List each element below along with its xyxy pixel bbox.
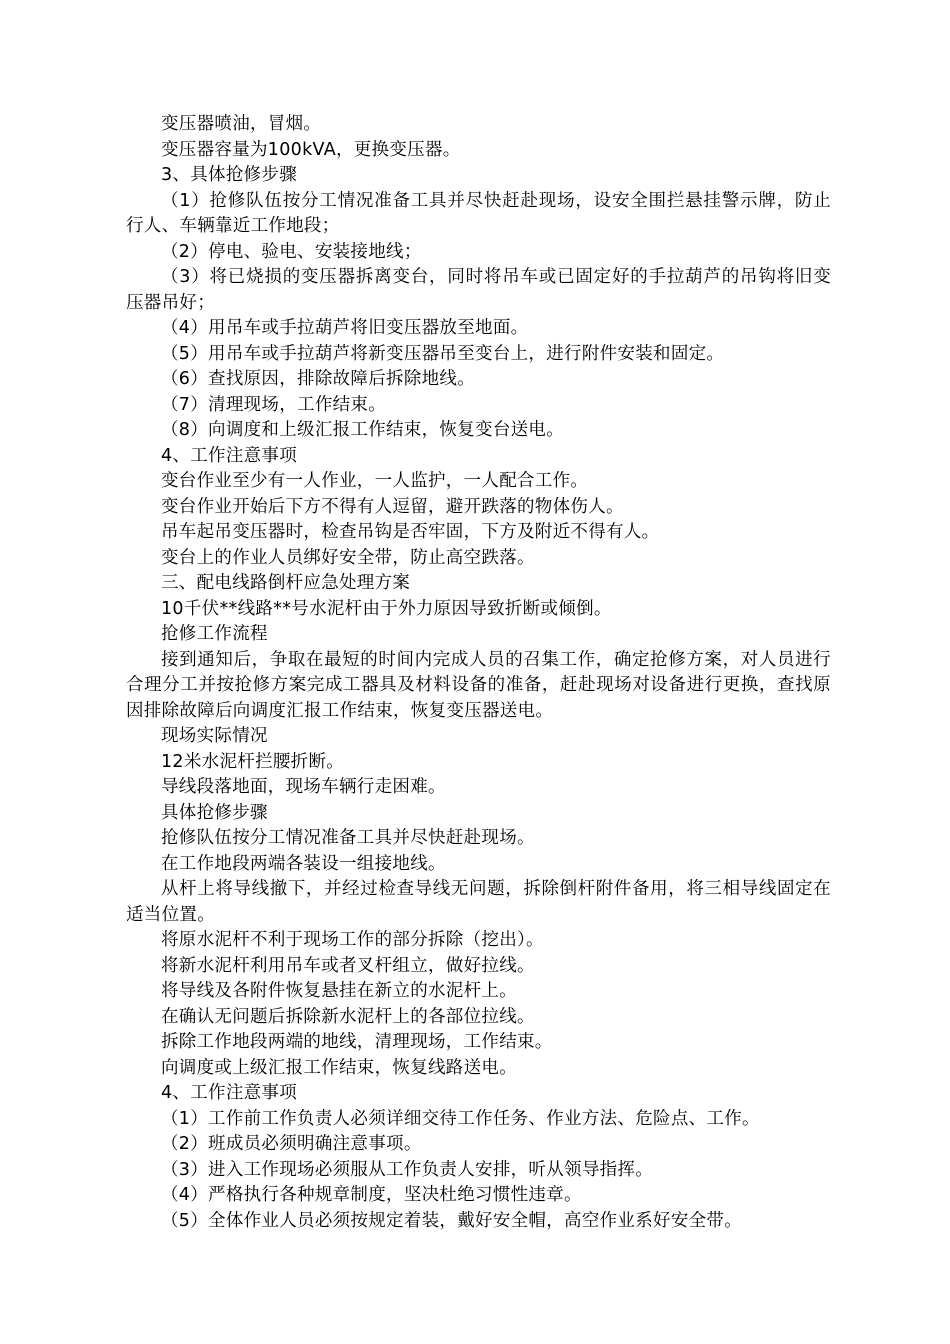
paragraph-remove-old-pole: 将原水泥杆不利于现场工作的部分拆除（挖出）。 <box>161 930 544 950</box>
paragraph-install-grounding: 在工作地段两端各装设一组接地线。 <box>161 853 446 874</box>
list-item-step-2: （2）停电、验电、安装接地线； <box>161 241 422 262</box>
paragraph-rehang-wires: 将导线及各附件恢复悬挂在新立的水泥杆上。 <box>161 981 517 1001</box>
paragraph-remove-wires: 从杆上将导线撤下，并经过检查导线无问题，拆除倒杆附件备用，将三相导线固定在适当位置。 <box>126 879 831 925</box>
paragraph-pole-broken: 12米水泥杆拦腰折断。 <box>161 751 345 772</box>
paragraph-precaution-hook-check: 吊车起吊变压器时，检查吊钩是否牢固，下方及附近不得有人。 <box>161 522 660 542</box>
subheading-specific-repair-steps: 具体抢修步骤 <box>161 802 268 823</box>
list-item-step-7: （7）清理现场，工作结束。 <box>161 394 387 415</box>
paragraph-workflow-description: 接到通知后，争取在最短的时间内完成人员的召集工作，确定抢修方案，对人员进行合理分工并按抢修方案完成工器具及材料设备的准备，赶赴现场对设备进行更换，查找原因排除故障后向调度汇报工作结束，恢复变压器送电。 <box>126 649 831 721</box>
paragraph-remove-guy-wires: 在确认无问题后拆除新水泥杆上的各部位拉线。 <box>161 1006 535 1027</box>
list-item-precaution-4: （4）严格执行各种规章制度，坚决杜绝习惯性违章。 <box>161 1185 582 1205</box>
paragraph-team-to-site: 抢修队伍按分工情况准备工具并尽快赶赴现场。 <box>161 828 535 848</box>
paragraph-precaution-staffing: 变台作业至少有一人作业，一人监护，一人配合工作。 <box>161 471 589 491</box>
paragraph-wire-on-ground: 导线段落地面，现场车辆行走困难。 <box>161 777 446 797</box>
list-item-step-4: （4）用吊车或手拉葫芦将旧变压器放至地面。 <box>161 318 529 338</box>
list-item-step-1: （1）抢修队伍按分工情况准备工具并尽快赶赴现场，设安全围拦悬挂警示牌，防止行人、车辆靠近工作地段； <box>126 190 831 236</box>
section-heading-repair-steps: 3、具体抢修步骤 <box>161 165 298 185</box>
section-heading-pole-emergency-plan: 三、配电线路倒杆应急处理方案 <box>161 573 411 593</box>
paragraph-transformer-oil-smoke: 变压器喷油，冒烟。 <box>161 114 322 134</box>
paragraph-pole-incident: 10千伏**线路**号水泥杆由于外力原因导致折断或倾倒。 <box>161 598 612 619</box>
section-heading-precautions: 4、工作注意事项 <box>161 445 298 466</box>
list-item-step-8: （8）向调度和上级汇报工作结束，恢复变台送电。 <box>161 420 565 440</box>
list-item-step-5: （5）用吊车或手拉葫芦将新变压器吊至变台上，进行附件安装和固定。 <box>161 343 725 364</box>
paragraph-remove-ground-wires: 拆除工作地段两端的地线，清理现场，工作结束。 <box>161 1032 553 1052</box>
list-item-precaution-3: （3）进入工作现场必须服从工作负责人安排，听从领导指挥。 <box>161 1159 654 1180</box>
list-item-step-3: （3）将已烧损的变压器拆离变台，同时将吊车或已固定好的手拉葫芦的吊钩将旧变压器吊好； <box>126 267 831 313</box>
list-item-precaution-1: （1）工作前工作负责人必须详细交待工作任务、作业方法、危险点、工作。 <box>161 1108 760 1129</box>
paragraph-erect-new-pole: 将新水泥杆利用吊车或者叉杆组立，做好拉线。 <box>161 955 535 976</box>
document-body <box>126 112 831 1234</box>
section-heading-precautions-2: 4、工作注意事项 <box>161 1083 298 1103</box>
paragraph-transformer-capacity: 变压器容量为100kVA，更换变压器。 <box>161 139 461 160</box>
paragraph-precaution-no-loitering: 变台作业开始后下方不得有人逗留，避开跌落的物体伤人。 <box>161 496 624 517</box>
subheading-repair-workflow: 抢修工作流程 <box>161 624 268 644</box>
list-item-step-6: （6）查找原因，排除故障后拆除地线。 <box>161 369 476 389</box>
paragraph-precaution-safety-belt: 变台上的作业人员绑好安全带，防止高空跌落。 <box>161 547 535 568</box>
list-item-precaution-5: （5）全体作业人员必须按规定着装，戴好安全帽，高空作业系好安全带。 <box>161 1210 743 1231</box>
list-item-precaution-2: （2）班成员必须明确注意事项。 <box>161 1134 422 1154</box>
paragraph-report-restore-power: 向调度或上级汇报工作结束，恢复线路送电。 <box>161 1057 517 1078</box>
subheading-site-situation: 现场实际情况 <box>161 726 268 746</box>
